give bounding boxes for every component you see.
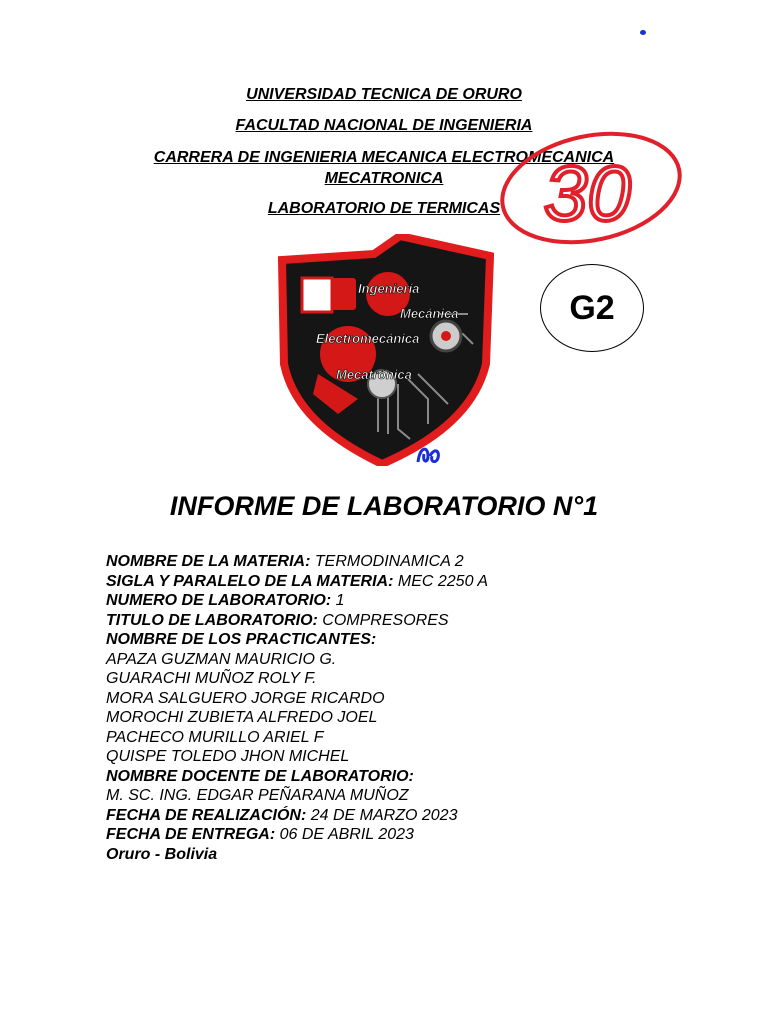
handwritten-signature [418, 449, 438, 462]
student-name: MORA SALGUERO JORGE RICARDO [106, 689, 385, 707]
student-name: APAZA GUZMAN MAURICIO G. [106, 650, 337, 668]
career-name-line1: CARRERA DE INGENIERIA MECANICA ELECTROMECANICA [153, 149, 615, 166]
report-info [106, 552, 746, 864]
date-due-value: 06 DE ABRIL 2023 [275, 826, 414, 843]
date-done-value: 24 DE MARZO 2023 [306, 806, 458, 824]
student-name: GUARACHI MUÑOZ ROLY F. [106, 670, 317, 687]
subject-row [106, 552, 746, 572]
subject-value: TERMODINAMICA 2 [310, 553, 464, 570]
code-row [106, 572, 746, 592]
teacher-label: NOMBRE DOCENTE DE LABORATORIO: [106, 767, 414, 785]
shield-outline [282, 236, 490, 464]
place: Oruro - Bolivia [106, 845, 218, 863]
student-name: MOROCHI ZUBIETA ALFREDO JOEL [106, 709, 378, 726]
ink-dot [640, 30, 646, 35]
lab-number-value: 1 [331, 592, 345, 609]
lab-title-value: COMPRESORES [317, 611, 449, 629]
piston-icon [302, 278, 332, 312]
faculty-name: FACULTAD NACIONAL DE INGENIERIA [235, 117, 533, 134]
student-name: PACHECO MURILLO ARIEL F [106, 728, 324, 746]
grade-value: 30 [544, 149, 631, 237]
students-label: NOMBRE DE LOS PRACTICANTES: [106, 631, 377, 648]
shield-word-2: Mecánica [400, 306, 459, 321]
lab-name: LABORATORIO DE TERMICAS [267, 200, 501, 217]
university-name: UNIVERSIDAD TECNICA DE ORURO [246, 86, 522, 103]
date-done-row [106, 806, 746, 826]
group-label: G2 [569, 288, 615, 327]
shield-word-3: Electromecánica [316, 331, 420, 346]
group-badge [540, 264, 644, 352]
handwritten-grade [496, 128, 696, 248]
date-done-label: FECHA DE REALIZACIÓN: [106, 806, 307, 824]
teacher-name: M. SC. ING. EDGAR PEÑARANA MUÑOZ [106, 787, 409, 804]
lab-number-label: NUMERO DE LABORATORIO: [106, 592, 332, 609]
date-due-row [106, 825, 746, 845]
faculty-shield-logo [278, 234, 494, 466]
code-value: MEC 2250 A [393, 572, 488, 590]
subject-label: NOMBRE DE LA MATERIA: [106, 553, 311, 570]
date-due-label: FECHA DE ENTREGA: [106, 826, 276, 843]
code-label: SIGLA Y PARALELO DE LA MATERIA: [106, 572, 394, 590]
career-name-line2: MECATRONICA [324, 170, 444, 187]
lab-title-label: TITULO DE LABORATORIO: [106, 611, 318, 629]
lab-number-row [106, 591, 746, 611]
report-title: INFORME DE LABORATORIO N°1 [169, 491, 599, 521]
student-name: QUISPE TOLEDO JHON MICHEL [106, 748, 350, 765]
shield-word-4: Mecatrónica [336, 367, 412, 382]
shield-word-1: Ingeniería [358, 281, 420, 296]
lab-title-row [106, 611, 746, 631]
